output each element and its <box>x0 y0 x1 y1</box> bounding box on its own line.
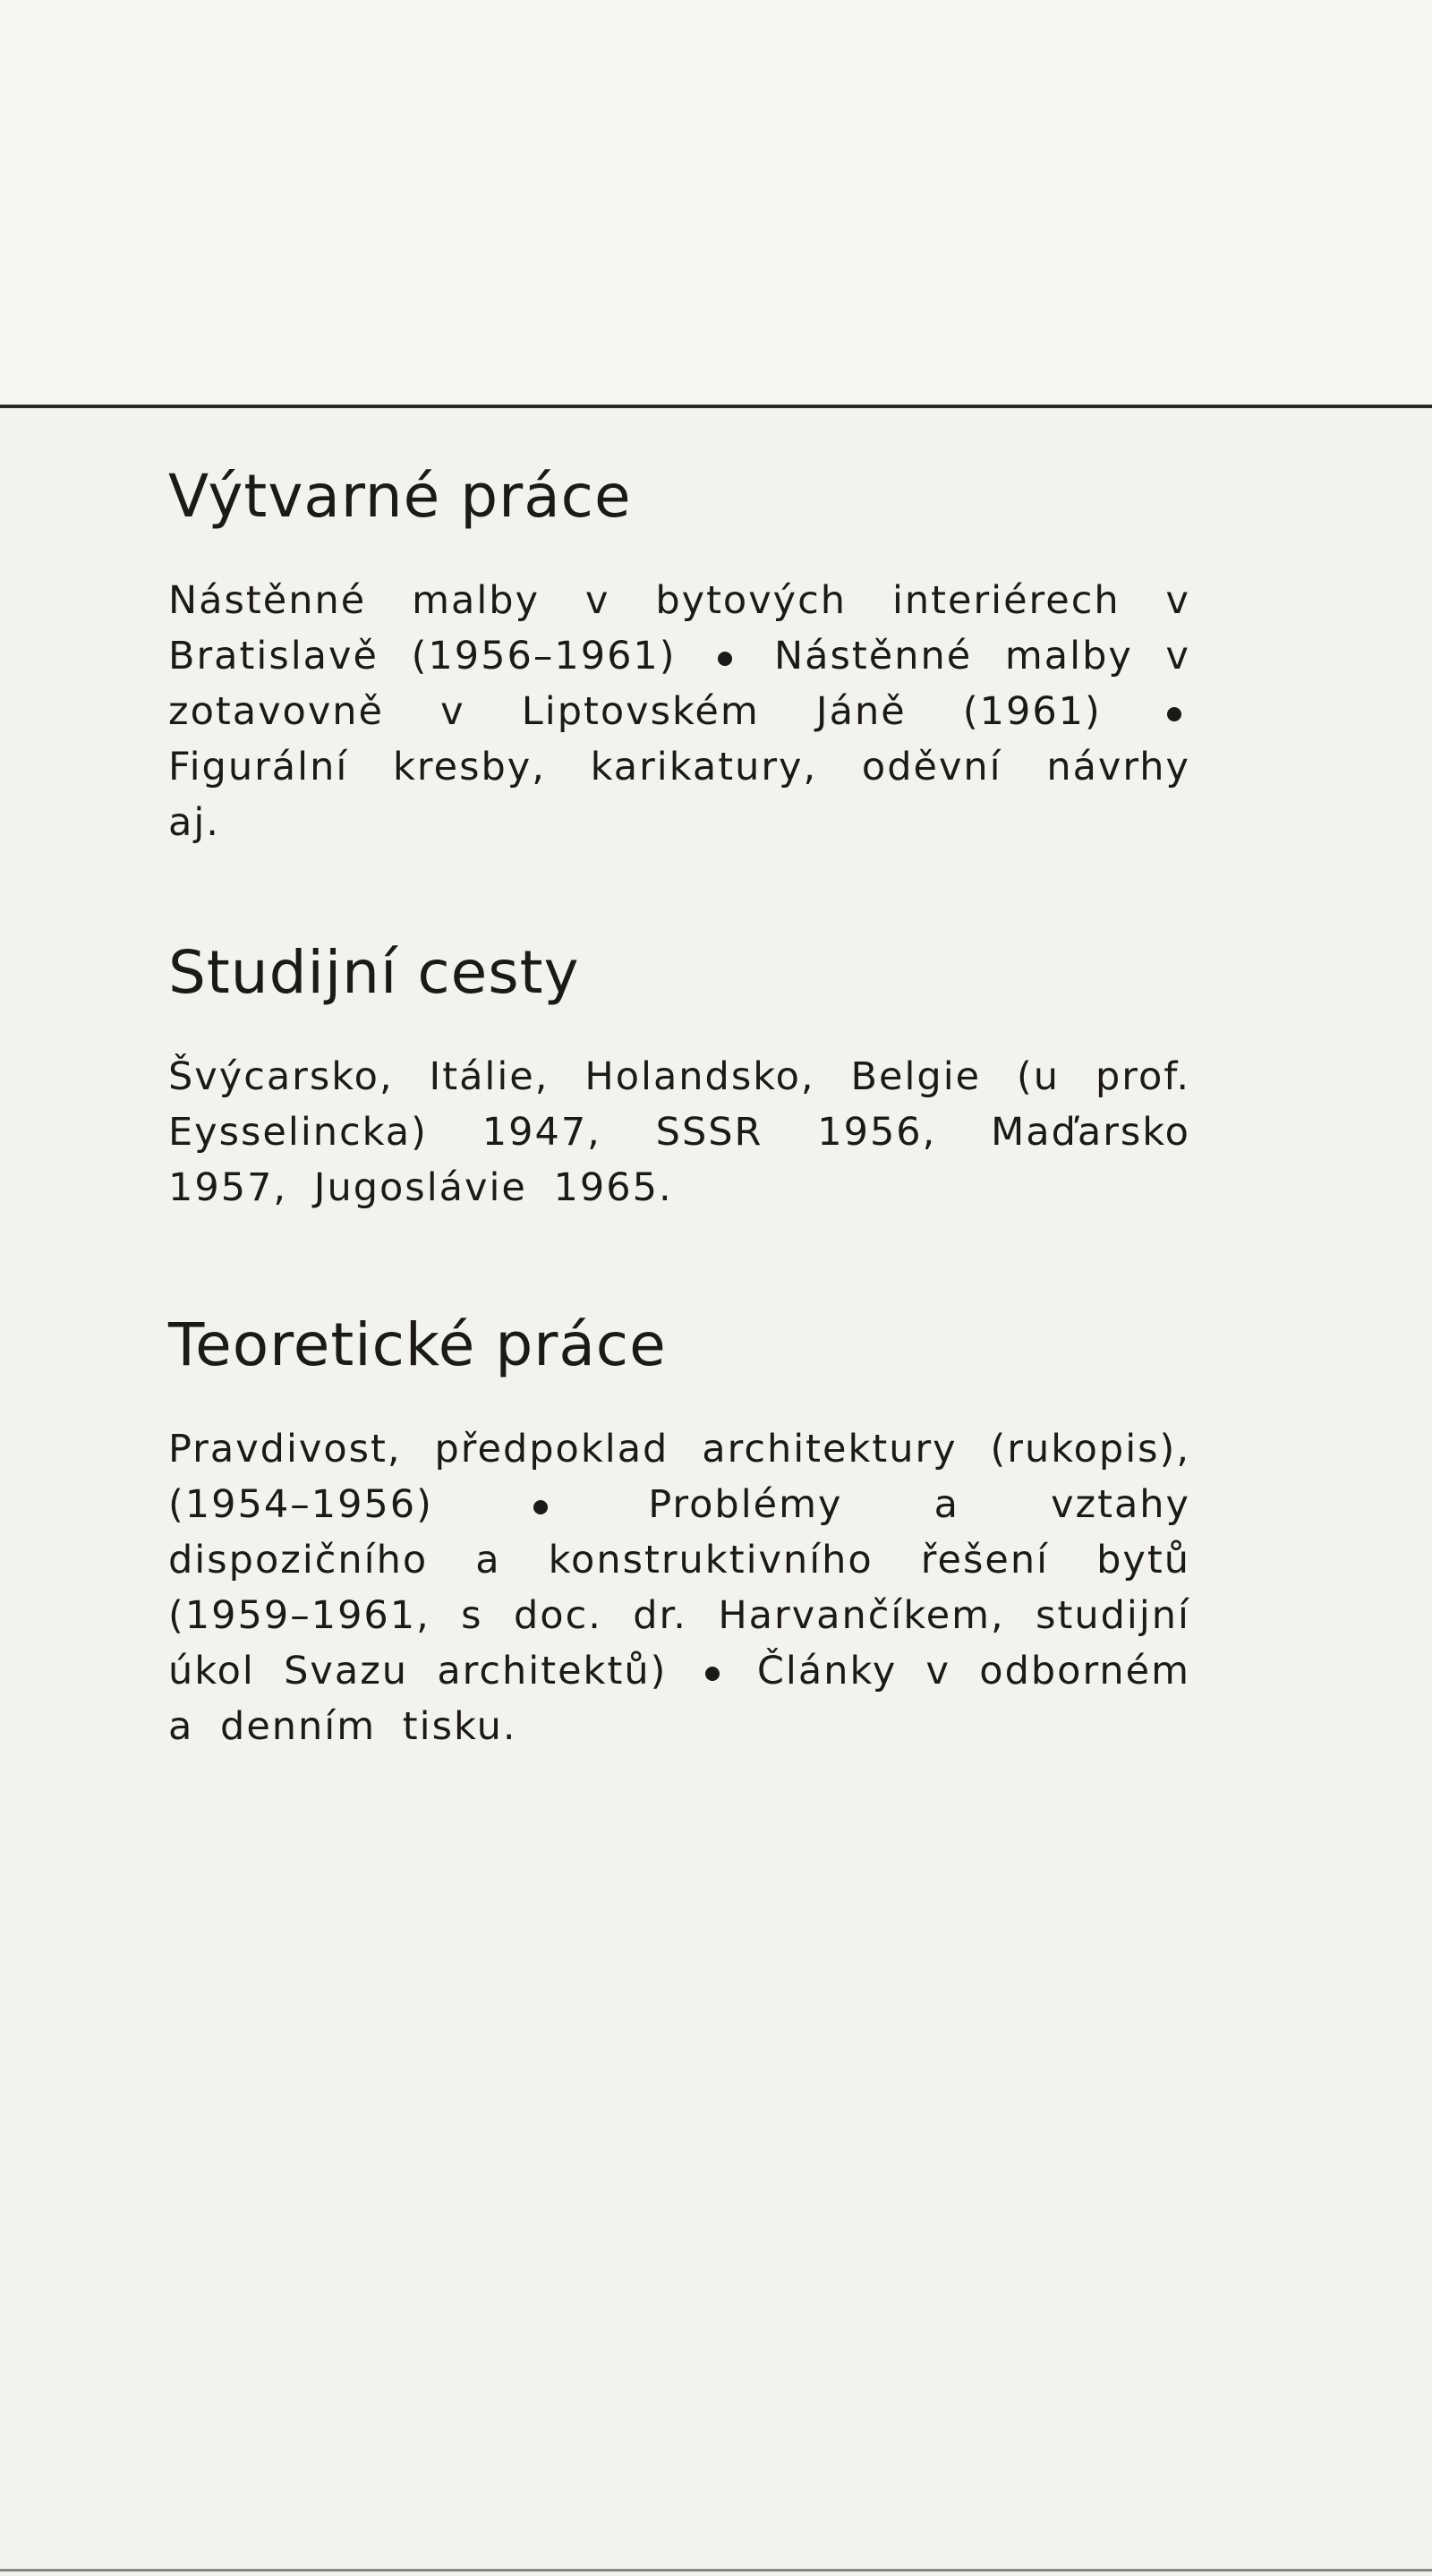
list-item: Nástěnné malby v bytových interiérech v Bratislavě (1956–1961) <box>168 578 1190 678</box>
horizontal-rule <box>0 405 1432 408</box>
section-body <box>168 573 1190 850</box>
section-heading: Studijní cesty <box>168 938 580 1007</box>
section-body <box>168 1421 1190 1754</box>
list-item: Figurální kresby, karikatury, oděvní návrhy aj. <box>168 745 1190 845</box>
list-item: Články v odborném a denním tisku. <box>168 1649 1190 1749</box>
section-body: Švýcarsko, Itálie, Holandsko, Belgie (u prof. Eysselincka) 1947, SSSR 1956, Maďarsko 1957, Jugoslávie 1965. <box>168 1054 1190 1210</box>
page-content <box>168 456 1190 1754</box>
bottom-edge-line <box>0 2569 1432 2572</box>
page-top-margin <box>0 0 1432 406</box>
section-heading: Teoretické práce <box>168 1310 667 1379</box>
list-item: Problémy a vztahy dispozičního a konstruktivního řešení bytů (1959–1961, s doc. dr. Harvančíkem, studijní úkol Svazu architektů) <box>168 1482 1190 1693</box>
bullet-icon <box>705 1667 720 1681</box>
bullet-icon <box>1167 707 1181 721</box>
list-item: Nástěnné malby v zotavovně v Liptovském Jáně (1961) <box>168 634 1191 734</box>
section-teoreticke-prace <box>168 1305 1190 1754</box>
list-item: Pravdivost, předpoklad architektury (rukopis), (1954–1956) <box>168 1427 1190 1527</box>
section-heading: Výtvarné práce <box>168 462 632 531</box>
section-studijni-cesty <box>168 933 1190 1215</box>
bullet-icon <box>718 652 732 666</box>
bullet-icon <box>533 1500 548 1514</box>
section-vytvarne-prace <box>168 456 1190 850</box>
